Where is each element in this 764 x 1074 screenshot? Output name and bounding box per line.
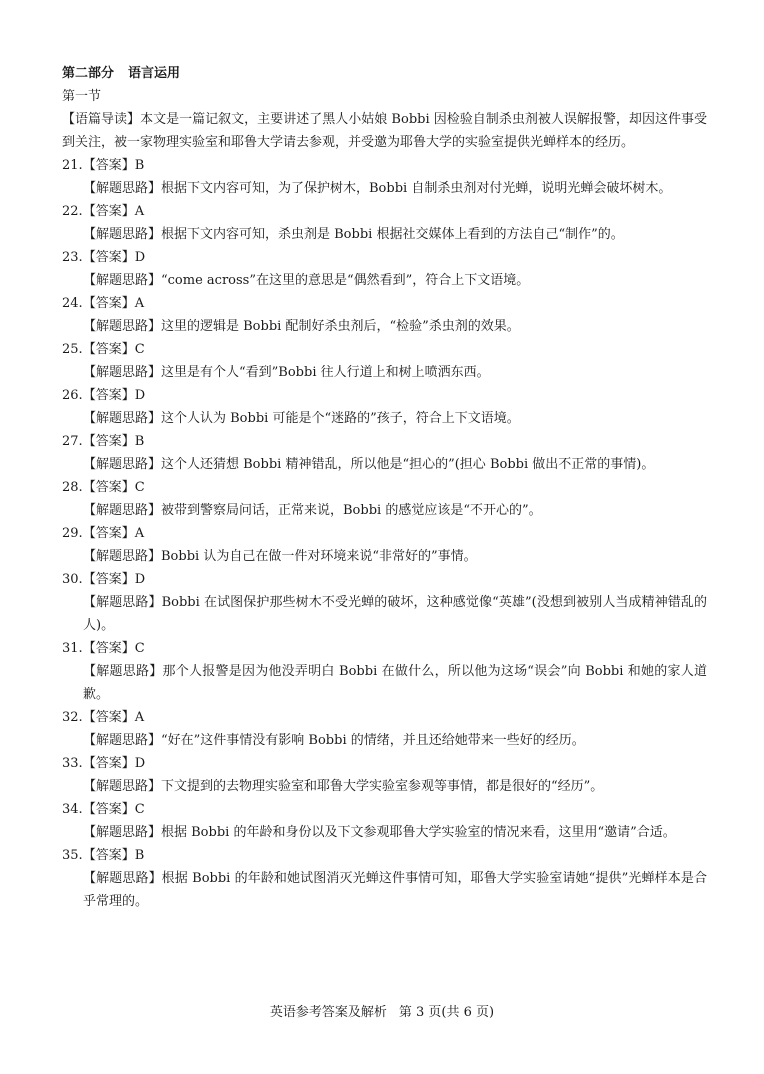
part-heading	[62, 62, 707, 85]
answer-tag: 【答案】	[82, 204, 135, 219]
answer-letter: C	[134, 802, 145, 817]
answer-line	[62, 292, 707, 315]
answer-explanation: 【解题思路】根据 Bobbi 的年龄和她试图消灭光蝉这件事情可知，耶鲁大学实验室请她“提供”光蝉样本是合乎常理的。	[83, 871, 707, 909]
answer-line	[62, 384, 707, 407]
answer-letter: A	[134, 296, 145, 311]
part-label: 第二部分	[62, 66, 115, 81]
answer-explanation: 【解题思路】这个人还猜想 Bobbi 精神错乱，所以他是“担心的”(担心 Bobbi 做出不正常的事情)。	[83, 457, 655, 472]
question-number: 31.	[62, 641, 83, 656]
passage-guide: 【语篇导读】本文是一篇记叙文，主要讲述了黑人小姑娘 Bobbi 因检验自制杀虫剂被人误解报警，却因这件事受到关注，被一家物理实验室和耶鲁大学请去参观，并受邀为耶鲁大学的实验室提供光蝉样本的经历。	[62, 112, 707, 150]
answer-letter: C	[134, 342, 145, 357]
answer-line	[62, 476, 707, 499]
answer-letter: A	[134, 204, 145, 219]
answer-item	[62, 338, 707, 384]
answer-explanation: 【解题思路】这里是有个人“看到”Bobbi 往人行道上和树上喷洒东西。	[83, 365, 490, 380]
answer-explanation: 【解题思路】Bobbi 认为自己在做一件对环境来说“非常好的”事情。	[83, 549, 477, 564]
answer-explanation: 【解题思路】被带到警察局问话，正常来说，Bobbi 的感觉应该是“不开心的”。	[83, 503, 542, 518]
answer-item	[62, 706, 707, 752]
answer-explanation: 【解题思路】根据 Bobbi 的年龄和身份以及下文参观耶鲁大学实验室的情况来看，这里用“邀请”合适。	[83, 825, 676, 840]
question-number: 24.	[62, 296, 83, 311]
answer-letter: C	[134, 641, 145, 656]
answer-item	[62, 430, 707, 476]
section-label: 第一节	[62, 89, 102, 104]
answer-item	[62, 292, 707, 338]
answer-tag: 【答案】	[82, 342, 135, 357]
answer-explanation: 【解题思路】“好在”这件事情没有影响 Bobbi 的情绪，并且还给她带来一些好的经历。	[83, 733, 585, 748]
answer-tag: 【答案】	[82, 434, 135, 449]
answer-letter: A	[134, 526, 145, 541]
question-number: 33.	[62, 756, 83, 771]
answer-list	[62, 154, 707, 913]
answer-letter: D	[134, 572, 146, 587]
answer-line	[62, 430, 707, 453]
answer-line	[62, 798, 707, 821]
question-number: 22.	[62, 204, 83, 219]
question-number: 23.	[62, 250, 83, 265]
answer-tag: 【答案】	[82, 526, 135, 541]
question-number: 21.	[62, 158, 83, 173]
answer-line	[62, 200, 707, 223]
answer-explanation: 【解题思路】那个人报警是因为他没弄明白 Bobbi 在做什么，所以他为这场“误会”向 Bobbi 和她的家人道歉。	[83, 664, 707, 702]
answer-letter: D	[134, 250, 146, 265]
question-number: 34.	[62, 802, 83, 817]
part-name: 语言运用	[128, 66, 181, 81]
answer-line	[62, 752, 707, 775]
answer-item	[62, 384, 707, 430]
answer-item	[62, 522, 707, 568]
answer-letter: D	[134, 756, 146, 771]
answer-tag: 【答案】	[82, 710, 135, 725]
answer-item	[62, 154, 707, 200]
answer-item	[62, 844, 707, 913]
answer-line	[62, 338, 707, 361]
answer-explanation: 【解题思路】根据下文内容可知，杀虫剂是 Bobbi 根据社交媒体上看到的方法自己“制作”的。	[83, 227, 624, 242]
answer-item	[62, 476, 707, 522]
question-number: 27.	[62, 434, 83, 449]
answer-tag: 【答案】	[82, 848, 135, 863]
answer-tag: 【答案】	[82, 158, 135, 173]
answer-line	[62, 706, 707, 729]
answer-letter: A	[134, 710, 145, 725]
answer-line	[62, 154, 707, 177]
answer-line	[62, 568, 707, 591]
answer-letter: B	[134, 434, 145, 449]
page-footer	[0, 1003, 764, 1023]
answer-tag: 【答案】	[82, 388, 135, 403]
question-number: 30.	[62, 572, 83, 587]
answer-letter: B	[134, 848, 145, 863]
answer-item	[62, 798, 707, 844]
answer-item	[62, 568, 707, 637]
answer-letter: D	[134, 388, 146, 403]
answer-item	[62, 637, 707, 706]
question-number: 28.	[62, 480, 83, 495]
footer-page-number: 第 3 页(共 6 页)	[398, 1005, 495, 1020]
question-number: 32.	[62, 710, 83, 725]
answer-letter: C	[134, 480, 145, 495]
answer-tag: 【答案】	[82, 802, 135, 817]
answer-explanation: 【解题思路】下文提到的去物理实验室和耶鲁大学实验室参观等事情，都是很好的“经历”。	[83, 779, 604, 794]
question-number: 29.	[62, 526, 83, 541]
answer-line	[62, 522, 707, 545]
answer-tag: 【答案】	[82, 572, 135, 587]
answer-item	[62, 752, 707, 798]
answer-letter: B	[134, 158, 145, 173]
answer-item	[62, 200, 707, 246]
answer-tag: 【答案】	[82, 480, 135, 495]
answer-tag: 【答案】	[82, 296, 135, 311]
question-number: 26.	[62, 388, 83, 403]
answer-explanation: 【解题思路】Bobbi 在试图保护那些树木不受光蝉的破坏，这种感觉像“英雄”(没想到被别人当成精神错乱的人)。	[83, 595, 707, 633]
question-number: 35.	[62, 848, 83, 863]
document-page	[62, 62, 707, 913]
answer-tag: 【答案】	[82, 756, 135, 771]
answer-explanation: 【解题思路】“come across”在这里的意思是“偶然看到”，符合上下文语境。	[83, 273, 530, 288]
answer-explanation: 【解题思路】这里的逻辑是 Bobbi 配制好杀虫剂后，“检验”杀虫剂的效果。	[83, 319, 520, 334]
answer-tag: 【答案】	[82, 250, 135, 265]
question-number: 25.	[62, 342, 83, 357]
answer-tag: 【答案】	[82, 641, 135, 656]
answer-line	[62, 246, 707, 269]
answer-item	[62, 246, 707, 292]
footer-title: 英语参考答案及解析	[269, 1005, 387, 1020]
answer-line	[62, 844, 707, 867]
answer-explanation: 【解题思路】根据下文内容可知，为了保护树木，Bobbi 自制杀虫剂对付光蝉，说明光蝉会破坏树木。	[83, 181, 672, 196]
answer-line	[62, 637, 707, 660]
answer-explanation: 【解题思路】这个人认为 Bobbi 可能是个“迷路的”孩子，符合上下文语境。	[83, 411, 520, 426]
